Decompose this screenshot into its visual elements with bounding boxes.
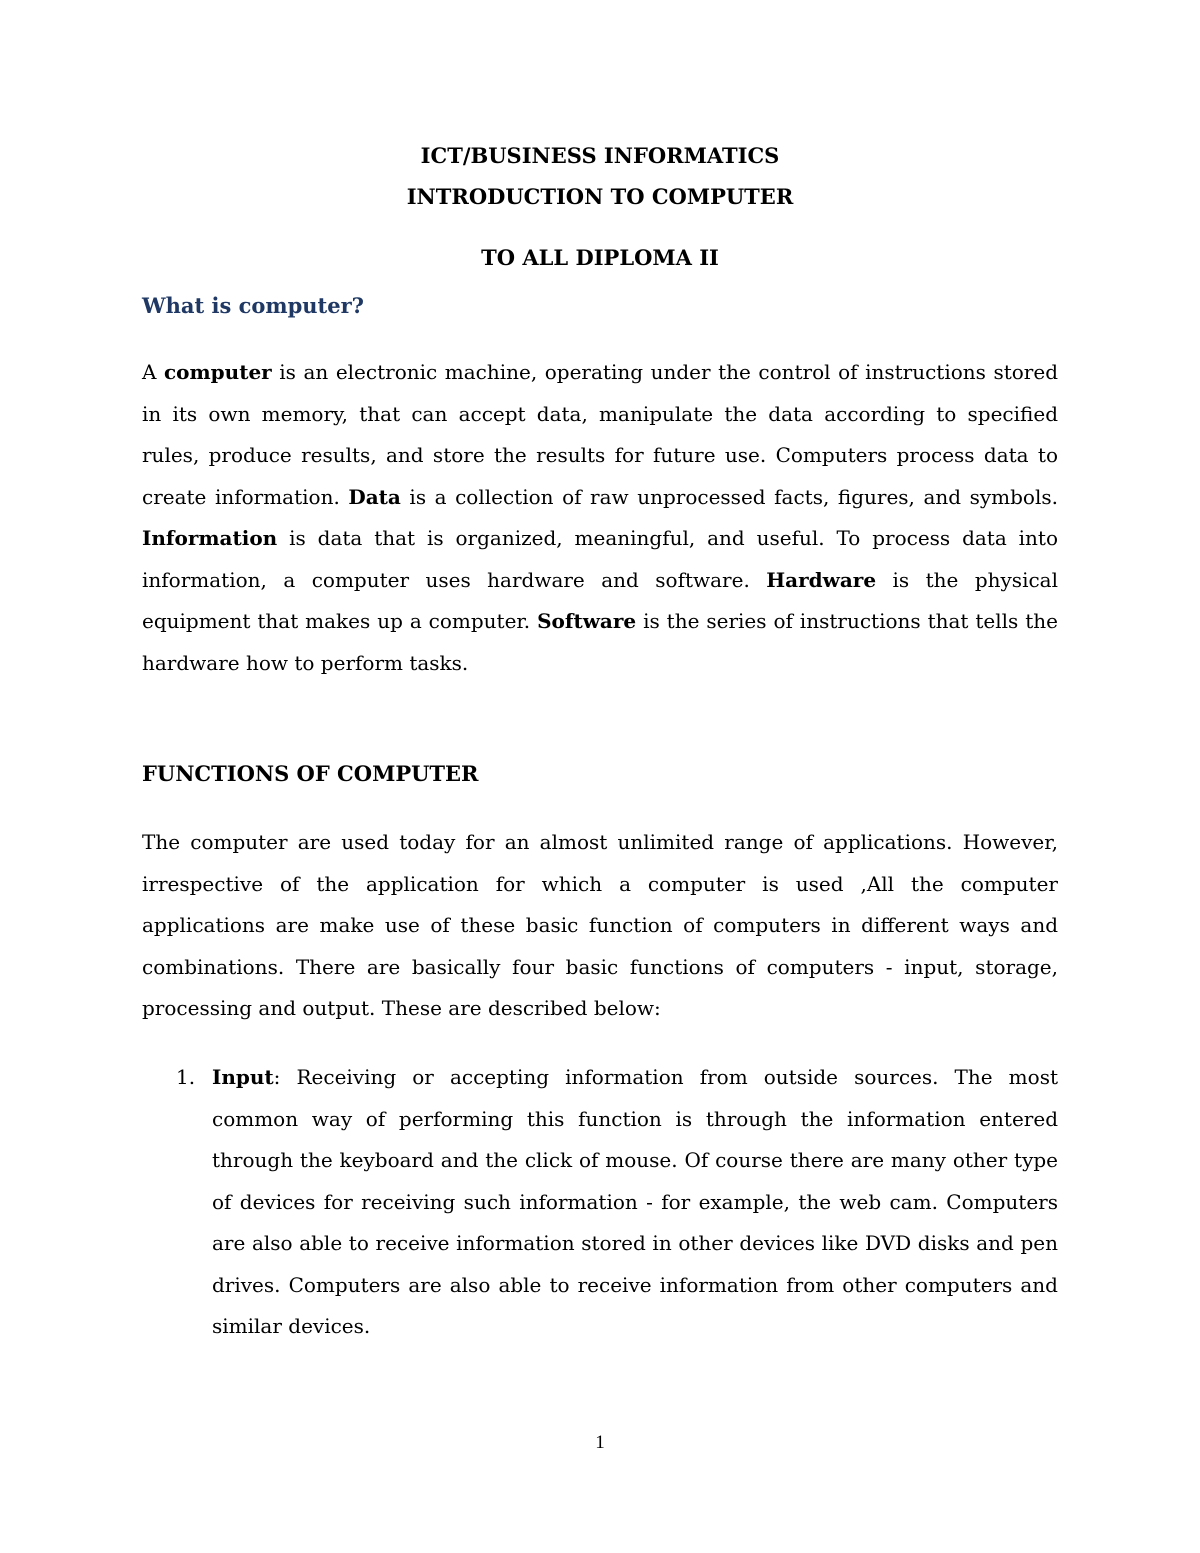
- text-run: is the physical equipment that makes up a computer.: [142, 567, 1058, 633]
- definition-paragraph: [142, 352, 1058, 684]
- document-subtitle: TO ALL DIPLOMA II: [481, 245, 719, 270]
- bold-term-data: Data: [348, 484, 401, 509]
- section-heading-what-is-computer: What is computer?: [142, 293, 364, 318]
- list-item-text: : Receiving or accepting information from outside sources. The most common way of performing this function is through the information entered through the keyboard and the click of mouse. Of course there are many other type of devices for receiving such information - for example, the web cam. Computers are also able to receive information stored in other devices like DVD disks and pen drives. Computers are also able to receive information from other computers and similar devices.: [212, 1065, 1058, 1338]
- text-run: is a collection of raw unprocessed facts, figures, and symbols.: [400, 484, 1058, 509]
- bold-term-software: Software: [537, 609, 637, 633]
- section-heading-functions: FUNCTIONS OF COMPUTER: [142, 761, 479, 786]
- bold-term-information: Information: [142, 526, 278, 550]
- functions-paragraph: The computer are used today for an almost unlimited range of applications. However, irrespective of the application for which a computer is used ,All the computer applications are make use of these basic function of computers in different ways and combinations. There are basically four basic functions of computers - input, storage, processing and output. These are described below:: [142, 830, 1058, 1020]
- text-run: is data that is organized, meaningful, and useful. To process data into information, a computer uses hardware and software.: [142, 526, 1058, 592]
- bold-term-hardware: Hardware: [766, 567, 877, 592]
- text-run: is the series of instructions that tells the hardware how to perform tasks.: [142, 609, 1058, 675]
- text-run: is an electronic machine, operating under the control of instructions stored in its own memory, that can accept data, manipulate the data according to specified rules, produce results, and store the results for future use. Computers process data to create information.: [142, 360, 1058, 509]
- list-item-term: Input: [212, 1065, 274, 1089]
- list-item: [176, 1057, 1058, 1348]
- text-run: A: [142, 360, 164, 384]
- bold-term-computer: computer: [164, 360, 272, 384]
- page-number: 1: [595, 1432, 605, 1453]
- list-item-number: 1.: [176, 1065, 196, 1089]
- document-title-line-2: INTRODUCTION TO COMPUTER: [406, 184, 794, 209]
- document-title-line-1: ICT/BUSINESS INFORMATICS: [420, 143, 780, 168]
